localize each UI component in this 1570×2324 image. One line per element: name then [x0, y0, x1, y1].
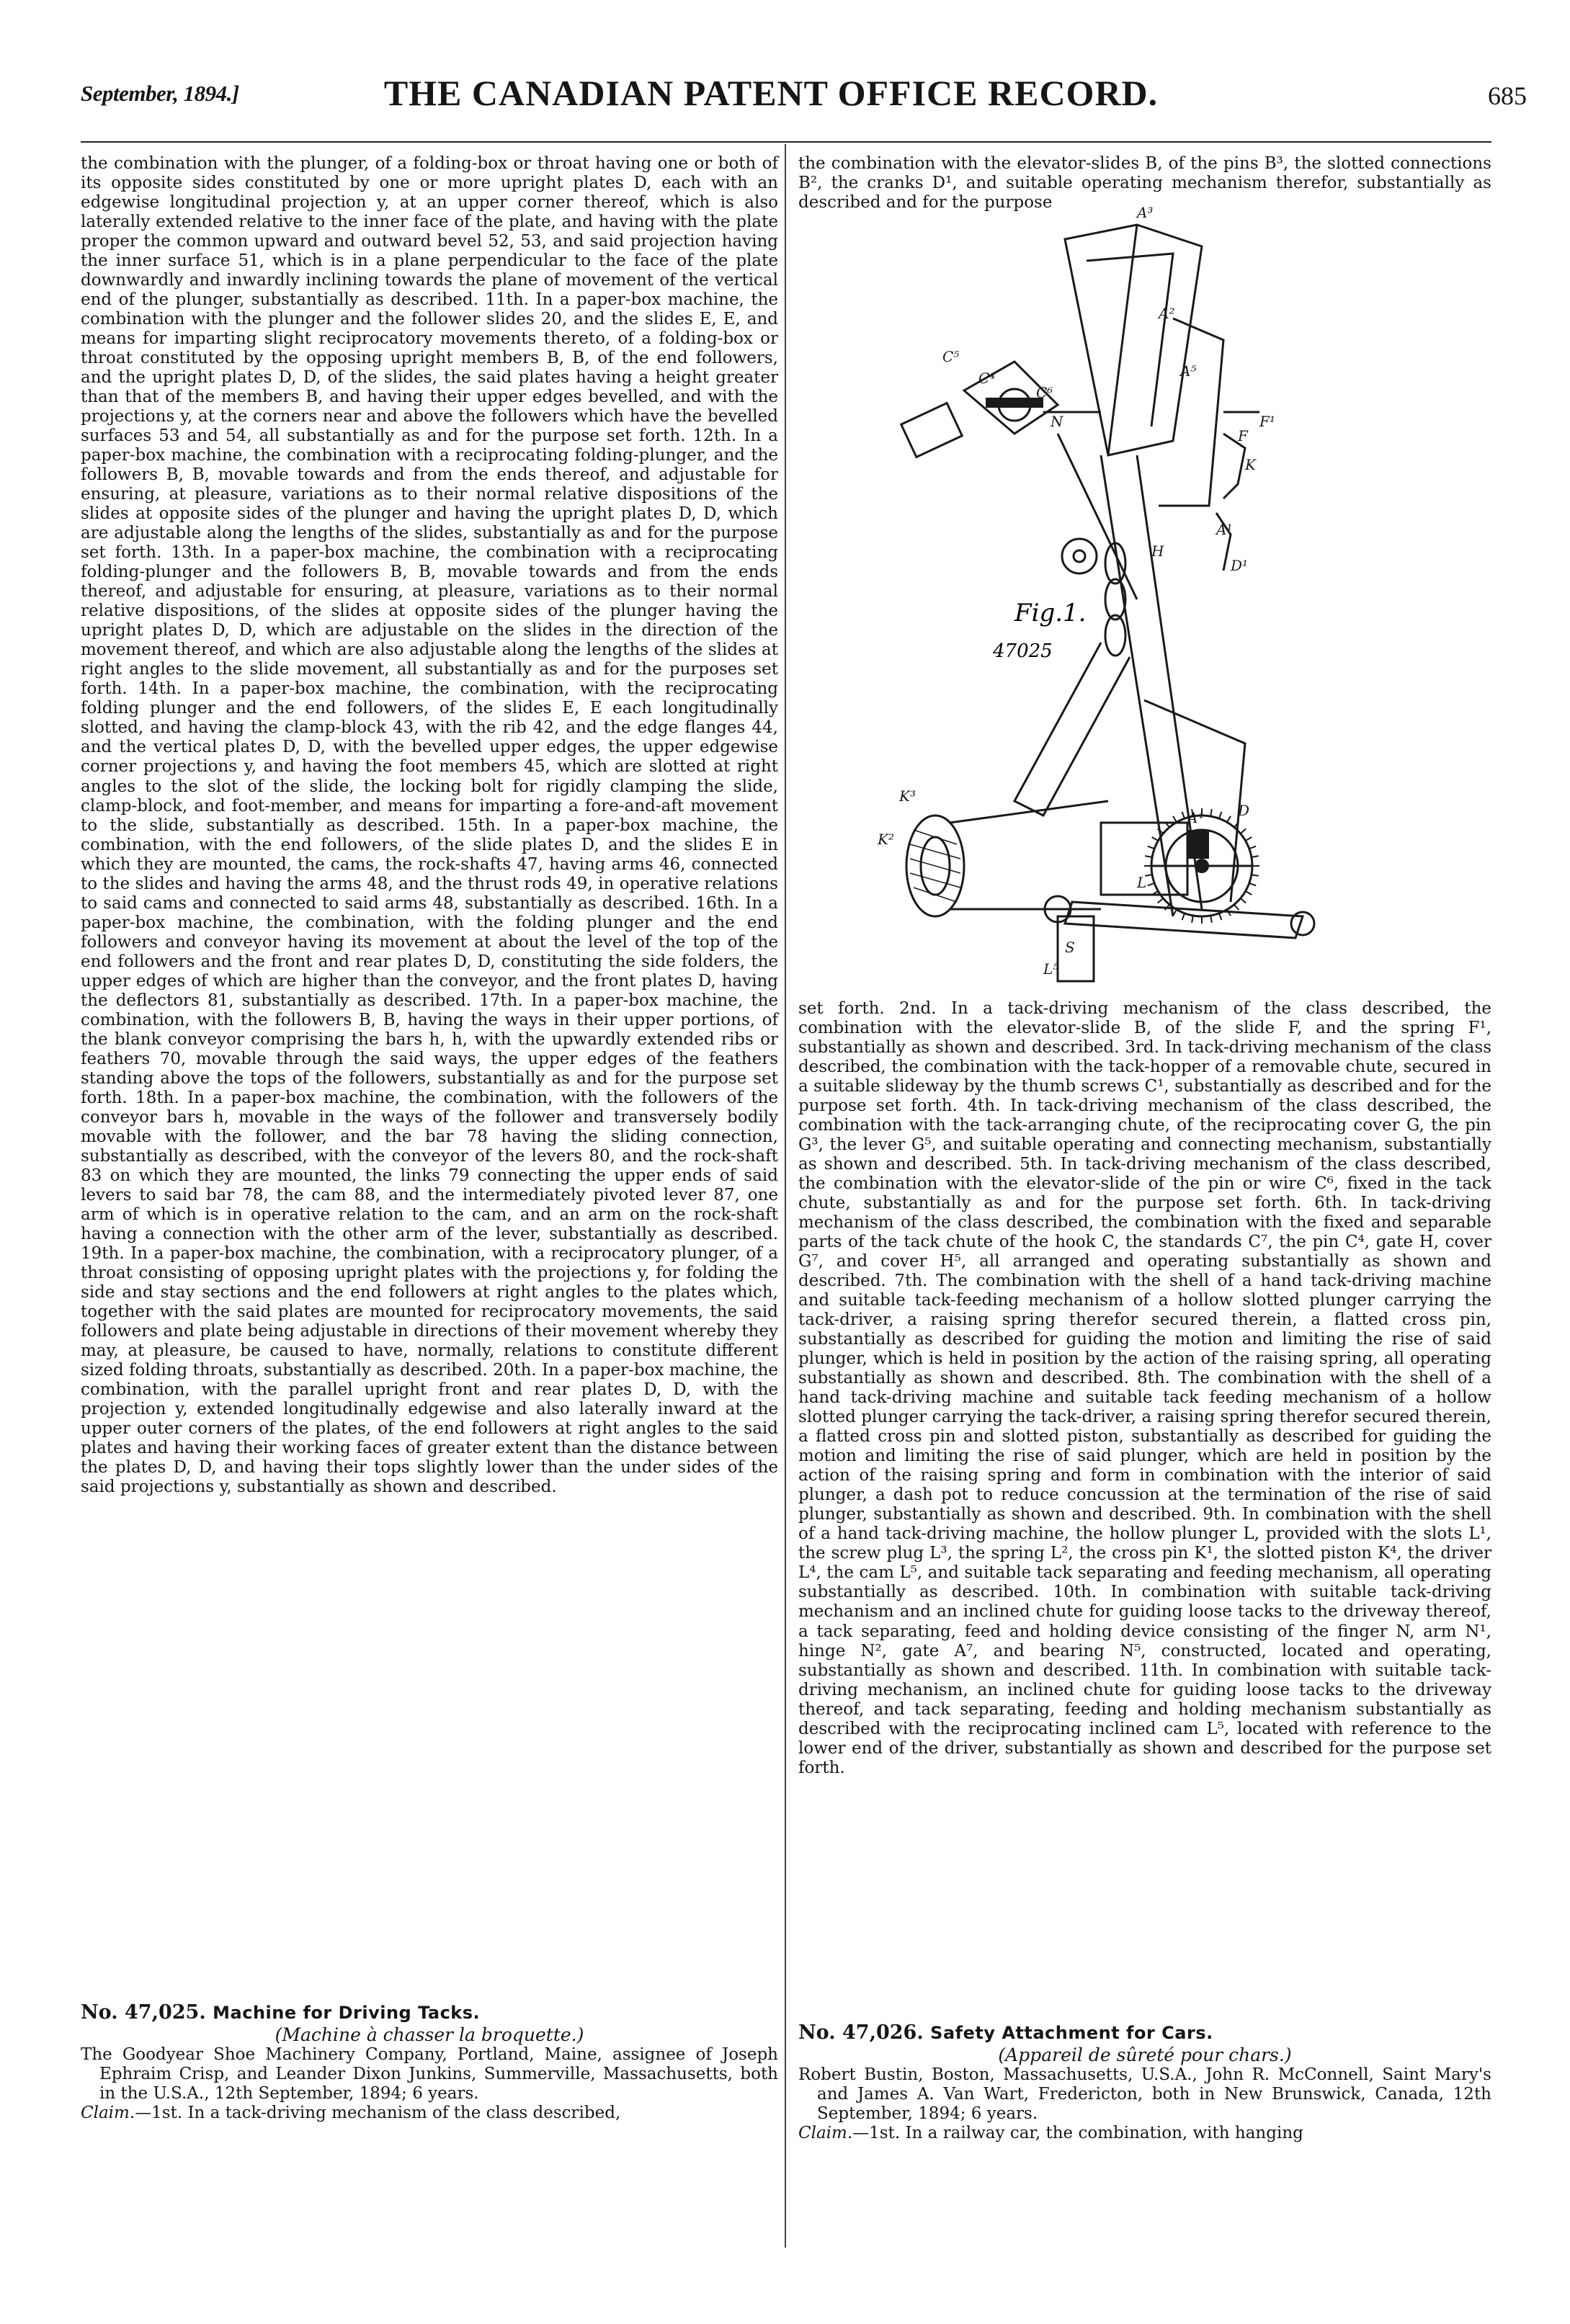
figure-part-label: A³ [1137, 204, 1154, 221]
patent-47025-name: Machine for Driving Tacks. [213, 2003, 481, 2023]
patent-47025-assignee: The Goodyear Shoe Machinery Company, Portland, Maine, assignee of Joseph Ephraim Crisp, and Leander Dixon Junkins, Summerville, Massachusetts, both in the U.S.A., 12th September, 1894; 6 years. [81, 2045, 778, 2104]
patent-47026-name: Safety Attachment for Cars. [930, 2023, 1213, 2043]
figure-part-label: K [1245, 456, 1256, 473]
figure-part-label: S [1065, 939, 1075, 956]
figure-part-label: F¹ [1259, 413, 1275, 430]
figure-caption: Fig.1. [1014, 599, 1087, 627]
figure-part-label: A⁴ [1187, 809, 1204, 826]
patent-47025-heading [81, 2001, 778, 2024]
figure-part-label: F [1238, 427, 1248, 444]
patent-figure [798, 196, 1491, 996]
patent-47025-claim-continued-top: the combination with the elevator-slides B, of the pins B³, the slotted connections B², the cranks D¹, and suitable operating mechanism therefor, substantially as described and for the purpose [798, 154, 1491, 213]
figure-number: 47025 [993, 640, 1053, 662]
figure-part-label: K² [878, 831, 894, 848]
claim-start-text: —1st. In a railway car, the combination, with hanging [852, 2124, 1303, 2143]
claims-continued-text: the combination with the plunger, of a folding-box or throat having one or both of its opposite sides constituted by one or more upright plates D, each with an edgewise longitudinal projection y, at an upper corner thereof, which is also laterally extended relative to the inner face of the plate, and having with the plate proper the common upward and outward bevel 52, 53, and said projection having the inner surface 51, which is in a plane perpendicular to the face of the plate downwardly and inwardly inclining towards the plane of movement of the vertical end of the plunger, substantially as described. 11th. In a paper-box machine, the combination with the plunger and the follower slides 20, and the slides E, E, and means for imparting slight reciprocatory movements thereto, of a folding-box or throat constituted by the opposing upright members B, B, of the end followers, and the upright plates D, D, of the slides, the said plates having a height greater than that of the members B, and having their upper edges bevelled, and with the projections y, at the corners near and above the followers which have the bevelled surfaces 53 and 54, all substantially as and for the purpose set forth. 12th. In a paper-box machine, the combination with a reciprocating folding-plunger, and the followers B, B, movable towards and from the ends thereof, and adjustable for ensuring, at pleasure, variations as to their normal relative dispositions of the slides at opposite sides of the plunger and having the upright plates D, D, which are adjustable along the lengths of the slides, substantially as and for the purpose set forth. 13th. In a paper-box machine, the combination with a reciprocating folding-plunger and the followers B, B, movable towards and from the ends thereof, and adjustable for ensuring, at pleasure, variations as to their normal relative dispositions, of the slides at opposite sides of the plunger having the upright plates D, D, which are adjustable on the slides in the direction of the movement thereof, and which are also adjustable along the lengths of the slides at right angles to the slide movement, all substantially as and for the purposes set forth. 14th. In a paper-box machine, the combination, with the reciprocating folding plunger and the end followers, of the slides E, E each longitudinally slotted, and having the clamp-block 43, with the rib 42, and the edge flanges 44, and the vertical plates D, D, with the bevelled upper edges, the upper edgewise corner projections y, and having the foot members 45, which are slotted at right angles to the slot of the slide, the locking bolt for rigidly clamping the slide, clamp-block, and foot-member, and means for imparting a fore-and-aft movement to the slide, substantially as described. 15th. In a paper-box machine, the combination, with the end followers, of the slide plates D, and the slides E in which they are mounted, the cams, the rock-shafts 47, having arms 46, connected to the slides and having the arms 48, and the thrust rods 49, in operative relations to said cams and connected to said arms 48, substantially as described. 16th. In a paper-box machine, the combination, with the folding plunger and the end followers and conveyor having its movement at about the level of the top of the end followers and the front and rear plates D, D, constituting the side folders, the upper edges of which are higher than the conveyor, and the front plates D, having the deflectors 81, substantially as described. 17th. In a paper-box machine, the combination, with the followers B, B, having the ways in their upper portions, of the blank conveyor comprising the bars h, h, with the upwardly extended ribs or feathers 70, movable through the said ways, the upper edges of the feathers standing above the tops of the followers, substantially as and for the purpose set forth. 18th. In a paper-box machine, the combination, with the followers of the conveyor bars h, movable in the ways of the follower and transversely bodily movable with the follower, and the bar 78 having the sliding connection, substantially as described, with the conveyor of the levers 80, and the rock-shaft 83 on which they are mounted, the links 79 connecting the upper ends of said levers to said bar 78, the cam 88, and the intermediately pivoted lever 87, one arm of which is in operative relation to the cam, and an arm on the rock-shaft having a connection with the other arm of the lever, substantially as described. 19th. In a paper-box machine, the combination, with a reciprocatory plunger, of a throat consisting of opposing upright plates with the projections y, for folding the side and stay sections and the end followers at right angles to the plates which, together with the said plates are mounted for reciprocatory movements, the said followers and plate being adjustable in directions of their movement whereby they may, at pleasure, be caused to have, normally, relations to constitute different sized folding throats, substantially as described. 20th. In a paper-box machine, the combination, with the parallel upright front and rear plates D, D, with the projection y, extended longitudinally edgewise and also laterally inward at the upper outer corners of the plates, of the end followers at right angles to the said plates and having their working faces of greater extent than the distance between the plates D, D, and having their tops slightly lower than the under sides of the said projections y, substantially as shown and described. [81, 154, 778, 1497]
header-rule [81, 141, 1491, 143]
right-column-claims [798, 999, 1491, 1778]
figure-part-label: A¹ [1216, 521, 1233, 538]
patent-47026-french-title: (Appareil de sûreté pour chars.) [998, 2044, 1292, 2065]
figure-part-label: D¹ [1231, 557, 1249, 574]
left-column-claims [81, 154, 778, 1497]
patent-47026-number: No. 47,026. [798, 2021, 924, 2044]
figure-part-label: L [1137, 874, 1147, 891]
figure-part-label: C⁴ [978, 370, 996, 387]
figure-part-label: H [1151, 542, 1164, 560]
figure-part-label: K³ [899, 787, 916, 805]
figure-part-label: N [1051, 413, 1063, 430]
column-divider [785, 144, 786, 2248]
header-page-number: 685 [1488, 81, 1527, 110]
patent-47025-claim-start [81, 2104, 778, 2123]
patent-47025-claim-continued: set forth. 2nd. In a tack-driving mechanism of the class described, the combination with the elevator-slide B, of the slide F, and the spring F¹, substantially as shown and described. 3rd. In tack-driving mechanism of the class described, the combination with the tack-hopper of a removable chute, secured in a suitable slideway by the thumb screws C¹, substantially as described and for the purpose set forth. 4th. In tack-driving mechanism of the class described, the combination with the tack-arranging chute, of the reciprocating cover G, the pin G³, the lever G⁵, and suitable operating and connecting mechanism, substantially as shown and described. 5th. In tack-driving mechanism of the class described, the combination with the elevator-slide of the pin or wire C⁶, fixed in the tack chute, substantially as and for the purpose set forth. 6th. In tack-driving mechanism of the class described, the combination with the fixed and separable parts of the tack chute of the hook C, the standards C⁷, the pin C⁴, gate H, cover G⁷, and cover H⁵, all arranged and operating substantially as shown and described. 7th. The combination with the shell of a hand tack-driving machine and suitable tack-feeding mechanism of a hollow slotted plunger carrying the tack-driver, a raising spring therefor secured therein, a flatted cross pin, substantially as described for guiding the motion and limiting the rise of said plunger, which is held in position by the action of the raising spring, all operating substantially as shown and described. 8th. The combination with the shell of a hand tack-driving machine and suitable tack feeding mechanism of a hollow slotted plunger carrying the tack-driver, a raising spring therefor secured therein, a flatted cross pin and slotted piston, substantially as described for guiding the motion and limiting the rise of said plunger, which are held in position by the action of the raising spring and form in combination with the interior of said plunger, a dash pot to reduce concussion at the termination of the rise of said plunger, substantially as shown and described. 9th. In combination with the shell of a hand tack-driving machine, the hollow plunger L, provided with the slots L¹, the screw plug L³, the spring L², the cross pin K¹, the slotted piston K⁴, the driver L⁴, the cam L⁵, and suitable tack separating and feeding mechanism, all operating substantially as described. 10th. In combination with suitable tack-driving mechanism and an inclined chute for guiding loose tacks to the driveway thereof, a tack separating, feed and holding device consisting of the finger N, arm N¹, hinge N², gate A⁷, and bearing N⁵, constructed, located and operating, substantially as shown and described. 11th. In combination with suitable tack-driving mechanism, an inclined chute for guiding loose tacks to the driveway thereof, and tack separating, feeding and holding mechanism substantially as described with the reciprocating inclined cam L⁵, located with reference to the lower end of the driver, substantially as shown and described for the purpose set forth. [798, 999, 1491, 1777]
header-date: September, 1894.] [81, 81, 239, 106]
figure-part-label: L⁵ [1043, 960, 1059, 978]
claim-label: Claim. [798, 2124, 853, 2143]
patent-47026-heading [798, 2021, 1491, 2044]
patent-47026-claim-start [798, 2124, 1491, 2143]
figure-part-label: A⁵ [1180, 362, 1197, 380]
patent-47026-section [798, 2021, 1491, 2143]
claim-start-text: —1st. In a tack-driving mechanism of the class described, [135, 2104, 621, 2123]
figure-part-label: C⁵ [942, 348, 960, 365]
patent-47026-assignee: Robert Bustin, Boston, Massachusetts, U.S.A., John R. McConnell, Saint Mary's and James A. Van Wart, Fredericton, both in New Brunswick, Canada, 12th September, 1894; 6 years. [798, 2065, 1491, 2124]
header-title: THE CANADIAN PATENT OFFICE RECORD. [383, 73, 1159, 113]
figure-part-label: C⁶ [1036, 384, 1053, 401]
patent-47025-french-title: (Machine à chasser la broquette.) [275, 2024, 584, 2045]
patent-47025-section [81, 2001, 778, 2123]
figure-part-label: A² [1159, 305, 1175, 322]
claim-label: Claim. [81, 2104, 135, 2123]
patent-47025-number: No. 47,025. [81, 2001, 206, 2024]
tack-machine-drawing [798, 196, 1491, 996]
figure-part-label: D [1238, 802, 1250, 819]
